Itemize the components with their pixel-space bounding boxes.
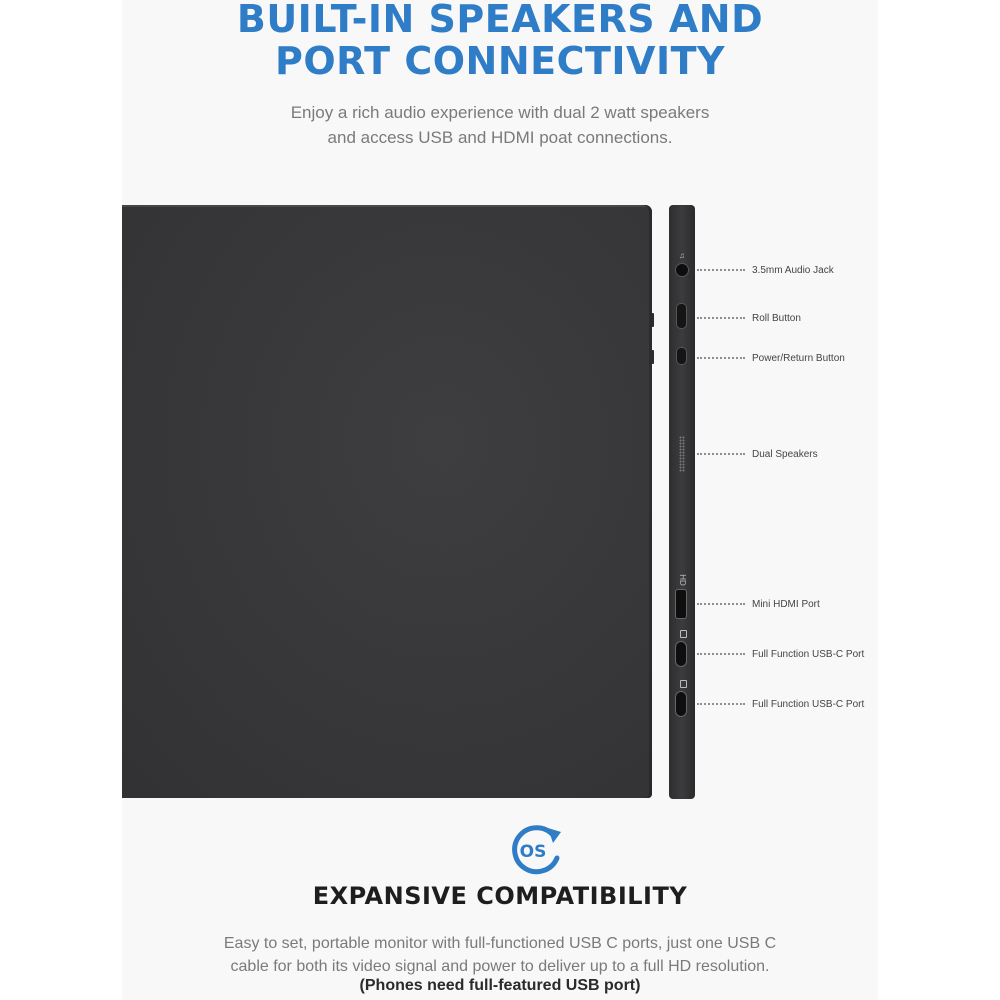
- monitor-back-image: [122, 205, 652, 798]
- callout-leader: [697, 357, 745, 359]
- callout-leader: [697, 653, 745, 655]
- callout-label: Full Function USB-C Port: [752, 648, 865, 660]
- callout-leader: [697, 269, 745, 271]
- compatibility-desc-line-2: cable for both its video signal and power to deliver up to a full HD resolution.: [230, 958, 770, 975]
- hd-mark: HD: [678, 574, 687, 586]
- compatibility-title: EXPANSIVE COMPATIBILITY: [312, 882, 688, 910]
- usb-c-port: [676, 642, 686, 666]
- usb-mark-icon: [680, 680, 687, 688]
- callout-label: Mini HDMI Port: [752, 598, 820, 610]
- callout-label: Dual Speakers: [752, 448, 818, 460]
- callout-label: 3.5mm Audio Jack: [752, 264, 834, 276]
- callout-label: Roll Button: [752, 312, 801, 324]
- compatibility-desc-line-1: Easy to set, portable monitor with full-functioned USB C ports, just one USB C: [223, 935, 777, 952]
- callout-leader: [697, 603, 745, 605]
- monitor-edge-button: [650, 350, 654, 364]
- mini-hdmi-port: [676, 590, 686, 618]
- callout-dual-speakers: [697, 447, 818, 461]
- callout-leader: [697, 317, 745, 319]
- audio-jack: [676, 264, 688, 276]
- callout-leader: [697, 703, 745, 705]
- audio-icon: ♫: [679, 251, 685, 260]
- headline-line-1: BUILT-IN SPEAKERS AND: [236, 0, 764, 41]
- os-compatibility-icon: [506, 822, 564, 878]
- intro-line-2: and access USB and HDMI poat connections.: [327, 128, 673, 147]
- speaker-grill: [679, 436, 685, 472]
- compatibility-note: (Phones need full-featured USB port): [359, 977, 641, 994]
- headline-line-2: PORT CONNECTIVITY: [274, 39, 726, 83]
- callout-usb-c-2: [697, 697, 864, 711]
- usb-mark-icon: [680, 630, 687, 638]
- callout-label: Full Function USB-C Port: [752, 698, 865, 710]
- intro-line-1: Enjoy a rich audio experience with dual 2 watt speakers: [290, 103, 710, 122]
- callout-power-button: [697, 351, 845, 365]
- power-button: [677, 348, 686, 364]
- callout-usb-c-1: [697, 647, 864, 661]
- os-icon-text: OS: [519, 842, 547, 862]
- callout-roll-button: [697, 311, 801, 325]
- callout-mini-hdmi: [697, 597, 820, 611]
- monitor-edge-button: [650, 313, 654, 327]
- roll-button: [677, 304, 686, 328]
- usb-c-port: [676, 692, 686, 716]
- callout-audio-jack: [697, 263, 834, 277]
- callout-leader: [697, 453, 745, 455]
- callout-label: Power/Return Button: [752, 352, 845, 364]
